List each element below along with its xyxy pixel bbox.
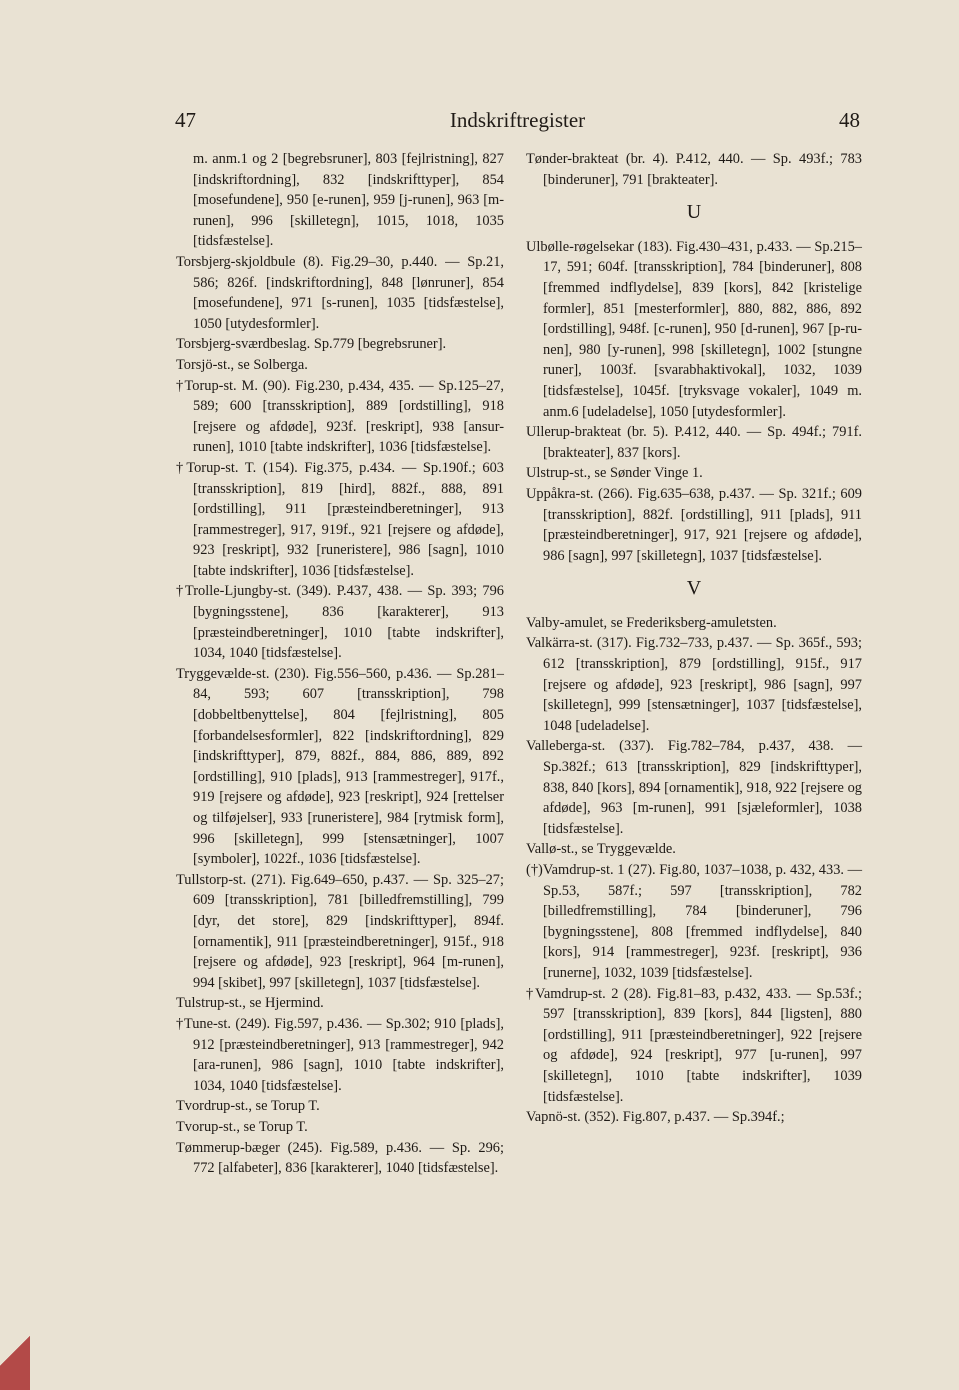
index-entry: †Torup-st. T. (154). Fig.375, p.434. — Sp.190f.; 603 [transskription], 819 [hird], 882f., 888, 891 [ordstilling], 911 [præsteindberetninger], 913 [rammestreger], 917, 919f., 921 [rejsere og afdøde], 923 [reskript], 932 [runeristere], 986 [sagn], 1010 [tabte indskrifter], 1036 [tidsfæstelse]. — [176, 459, 504, 579]
page-title: Indskriftregister — [449, 108, 586, 132]
index-entry: Tønder-brakteat (br. 4). P.412, 440. — Sp. 493f.; 783 [binderuner], 791 [brakteater]. — [526, 151, 862, 188]
index-entry: Tømmerup-bæger (245). Fig.589, p.436. — Sp. 296; 772 [alfabeter], 836 [karakterer], 1040 [tidsfæstelse]. — [176, 1139, 504, 1177]
index-entry: Tullstorp-st. (271). Fig.649–650, p.437. — Sp. 325–27; 609 [transskription], 781 [billedfremstilling], 799 [dyr, det store], 829 [indskrifttyper], 894f. [ornamentik], 911 [præsteindberetninger], 915f., 918 [rejsere og afdøde], 923 [reskript], 964 [m-runen], 994 [skibet], 997 [skilletegn], 1037 [tidsfæstelse]. — [176, 871, 504, 991]
index-entry: Valby-amulet, se Frederiksberg-amuletsten. — [526, 614, 777, 631]
right-column — [526, 149, 862, 1128]
section-letter-v: V — [686, 577, 702, 600]
index-entry: (†)Vamdrup-st. 1 (27). Fig.80, 1037–1038, p. 432, 433. — Sp.53, 587f.; 597 [transskription], 782 [billedfremstilling], 784 [binderuner], 796 [bygningsstene], 808 [fremmed indflydelse], 840 [kors], 914 [rammestreger], 923f. [reskript], 936 [runerne], 1032, 1039 [tidsfæstelse]. — [526, 862, 862, 981]
index-entry: Tvordrup-st., se Torup T. — [176, 1098, 320, 1115]
page-corner-mark — [0, 1330, 30, 1390]
index-entry: Uppåkra-st. (266). Fig.635–638, p.437. — Sp. 321f.; 609 [transskription], 882f. [ordstilling], 911 [plads], 911 [præsteindberetninger], 917, 921 [rejsere og afdøde], 986 [sagn], 997 [skilletegn], 1037 [tidsfæstelse]. — [526, 485, 862, 564]
index-entry: Tvorup-st., se Torup T. — [176, 1118, 308, 1135]
index-entry: Vapnö-st. (352). Fig.807, p.437. — Sp.394f.; — [526, 1109, 785, 1126]
page-number-right: 48 — [839, 108, 860, 132]
page-header — [175, 108, 860, 138]
index-entry: Tryggevælde-st. (230). Fig.556–560, p.436. — Sp.281–84, 593; 607 [transskription], 798 [dobbeltbenyttelse], 804 [fejlristning], 805 [forbandelsesformler], 822 [indskriftordning], 829 [indskrifttyper], 879, 882f., 884, 886, 889, 892 [ordstilling], 910 [plads], 913 [rammestreger], 917f., 919 [rejsere og afdøde], 923 [reskript], 924 [rettelser og tilføjelser], 933 [runeristere], 984 [rytmisk form], 996 [skilletegn], 999 [stensætninger], 1007 [symboler], 1022f., 1036 [tidsfæstelse]. — [176, 665, 504, 868]
left-column — [176, 149, 504, 1179]
index-entry: †Trolle-Ljungby-st. (349). P.437, 438. — Sp. 393; 796 [bygningsstene], 836 [karakterer], 913 [præsteindberetninger], 1010 [tabte indskrifter], 1034, 1040 [tidsfæstelse]. — [176, 583, 504, 662]
page-number-left: 47 — [175, 108, 196, 132]
index-entry: Torsbjerg-skjoldbule (8). Fig.29–30, p.440. — Sp.21, 586; 826f. [indskriftordning], 848 [lønruner], 854 [mosefundene], 971 [s-runen], 1035 [tidsfæstelse], 1050 [utydesformler]. — [176, 253, 504, 332]
index-entry: †Tune-st. (249). Fig.597, p.436. — Sp.302; 910 [plads], 912 [præsteindberetninger], 913 [rammestreger], 942 [ara-runen], 986 [sagn], 1010 [tabte indskrifter], 1034, 1040 [tidsfæstelse]. — [176, 1015, 504, 1094]
index-entry: †Torup-st. M. (90). Fig.230, p.434, 435. — Sp.125–27, 589; 600 [transskription], 889 [ordstilling], 918 [rejsere og afdøde], 923f. [reskript], 938 [ansur-runen], 1010 [tabte indskrifter], 1036 [tidsfæstelse]. — [176, 377, 504, 456]
index-entry: Ullerup-brakteat (br. 5). P.412, 440. — Sp. 494f.; 791f. [brakteater], 837 [kors]. — [526, 424, 862, 461]
index-entry: Torsjö-st., se Solberga. — [176, 356, 308, 373]
index-entry: Tulstrup-st., se Hjermind. — [176, 995, 324, 1012]
index-entry: m. anm.1 og 2 [begrebsruner], 803 [fejlristning], 827 [indskriftordning], 832 [indskrifttyper], 854 [mosefundene], 950 [e-runen], 959 [j-runen], 963 [m-runen], 996 [skilletegn], 1015, 1018, 1035 [tidsfæstelse]. — [193, 151, 504, 250]
index-entry: Ulstrup-st., se Sønder Vinge 1. — [526, 465, 703, 482]
index-entry: Valleberga-st. (337). Fig.782–784, p.437, 438. — Sp.382f.; 613 [transskription], 829 [indskrifttyper], 838, 840 [kors], 894 [ornamentik], 918, 922 [rejsere og afdøde], 963 [m-runen], 991 [sjæleformler], 1038 [tidsfæstelse]. — [526, 738, 862, 837]
section-letter-u: U — [686, 201, 702, 224]
index-entry: †Vamdrup-st. 2 (28). Fig.81–83, p.432, 433. — Sp.53f.; 597 [transskription], 839 [kors], 844 [ligsten], 880 [ordstilling], 911 [præsteindberetninger], 922 [rejsere og afdøde], 924 [reskript], 977 [u-runen], 997 [skilletegn], 1010 [tabte indskrifter], 1039 [tidsfæstelse]. — [526, 985, 862, 1105]
index-entry: Ulbølle-røgelsekar (183). Fig.430–431, p.433. — Sp.215–17, 591; 604f. [transskription], 784 [binderuner], 808 [fremmed indflydelse], 839 [kors], 842 [kristelige formler], 851 [mesterformler], 880, 882, 886, 892 [ordstilling], 948f. [c-runen], 950 [d-runen], 967 [p-runen], 980 [y-runen], 998 [skilletegn], 1002 [stungne runer], 1003f. [svarabhaktivokal], 1032, 1039 [tidsfæstelse], 1045f. [tryksvage vokaler], 1049 m. anm.6 [udeladelse], 1050 [utydesformler]. — [526, 238, 862, 420]
index-entry: Vallø-st., se Tryggevælde. — [526, 841, 676, 858]
index-entry: Torsbjerg-sværdbeslag. Sp.779 [begrebsruner]. — [176, 336, 447, 353]
index-entry: Valkärra-st. (317). Fig.732–733, p.437. — Sp. 365f., 593; 612 [transskription], 879 [ordstilling], 915f., 917 [rejsere og afdøde], 923 [reskript], 986 [sagn], 997 [skilletegn], 999 [stensætninger], 1037 [tidsfæstelse], 1048 [udeladelse]. — [526, 635, 862, 734]
